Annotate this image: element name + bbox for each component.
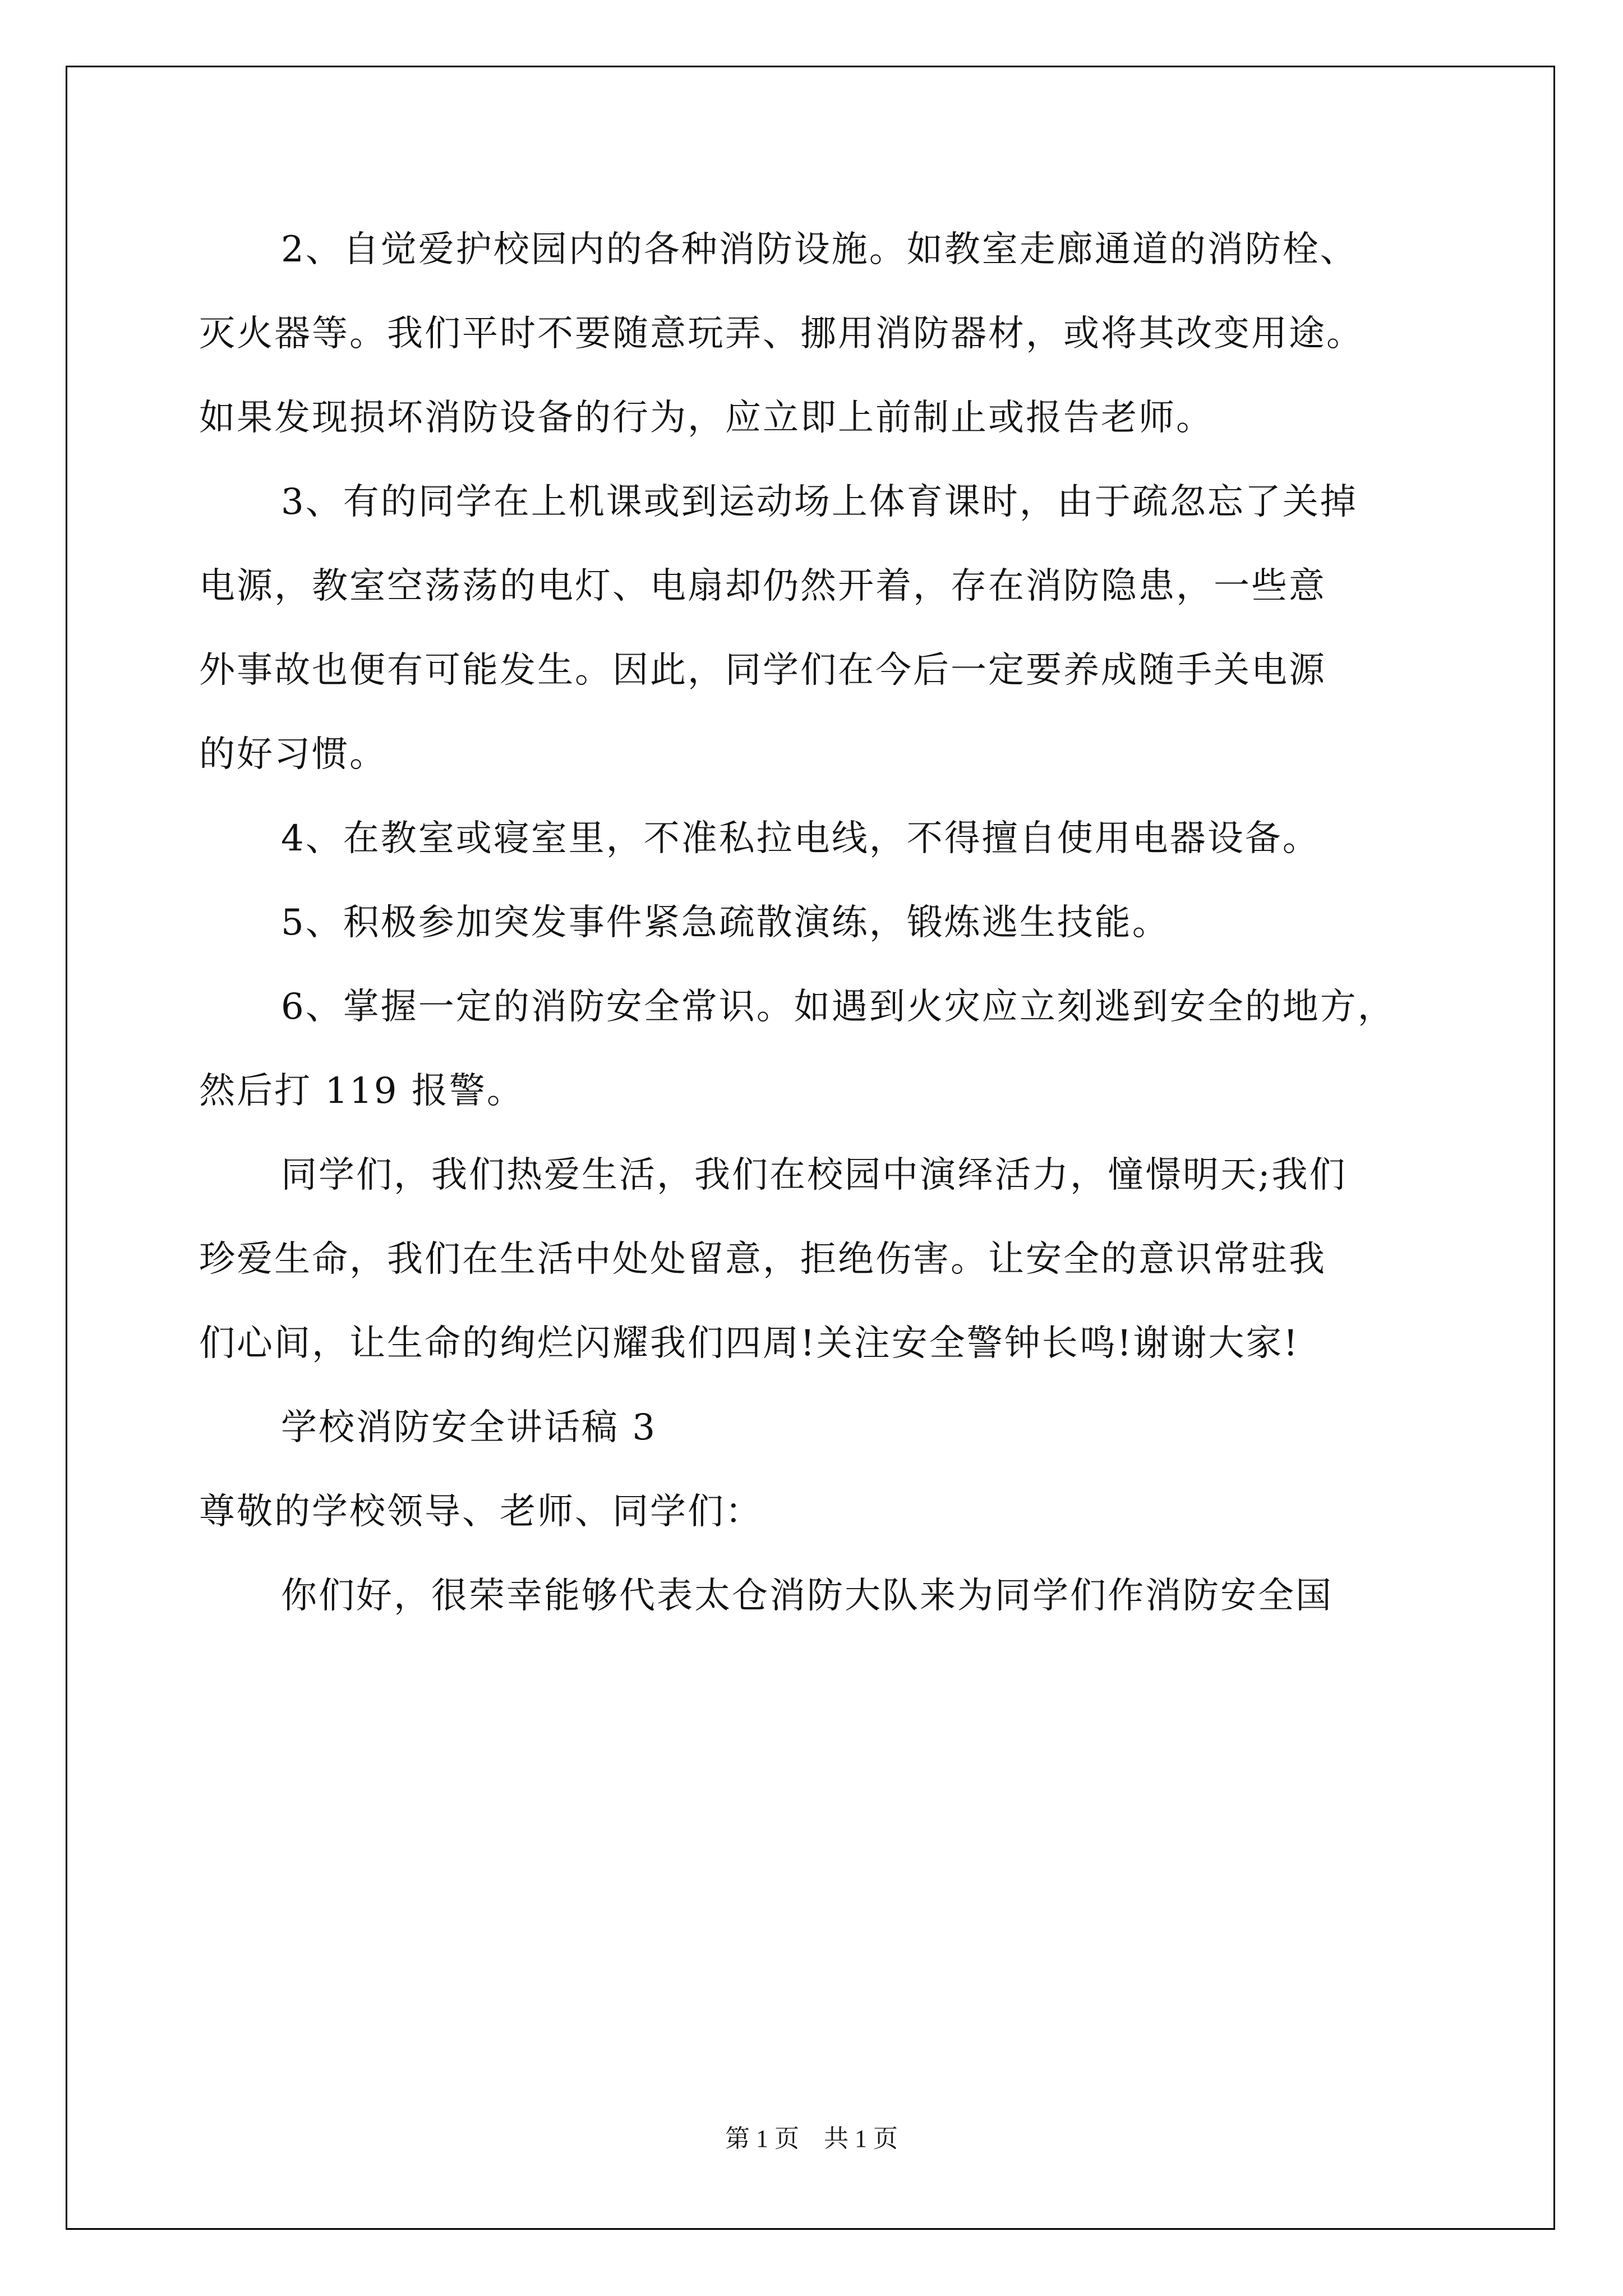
- salutation: 尊敬的学校领导、老师、同学们：: [199, 1491, 763, 1533]
- paragraph-line: 2、自觉爱护校园内的各种消防设施。如教室走廊通道的消防栓、: [281, 229, 1358, 270]
- paragraph-line: 外事故也便有可能发生。因此，同学们在今后一定要养成随手关电源: [199, 650, 1326, 691]
- paragraph-line: 6、掌握一定的消防安全常识。如遇到火灾应立刻逃到安全的地方，: [281, 986, 1395, 1028]
- page-border: [66, 66, 1555, 2230]
- paragraph-line: 4、在教室或寝室里，不准私拉电线，不得擅自使用电器设备。: [281, 818, 1320, 859]
- page-number-footer: 第 1 页 共 1 页: [725, 2125, 898, 2152]
- paragraph-line: 如果发现损坏消防设备的行为，应立即上前制止或报告老师。: [199, 397, 1214, 439]
- paragraph-line: 的好习惯。: [199, 734, 387, 775]
- section-title: 学校消防安全讲话稿 3: [281, 1407, 657, 1448]
- paragraph-line: 们心间，让生命的绚烂闪耀我们四周!关注安全警钟长鸣!谢谢大家!: [199, 1323, 1300, 1364]
- paragraph-line: 灭火器等。我们平时不要随意玩弄、挪用消防器材，或将其改变用途。: [199, 313, 1364, 355]
- paragraph-line: 珍爱生命，我们在生活中处处留意，拒绝伤害。让安全的意识常驻我: [199, 1239, 1326, 1280]
- paragraph-line: 然后打 119 报警。: [199, 1070, 524, 1112]
- paragraph-line: 你们好，很荣幸能够代表太仓消防大队来为同学们作消防安全国: [281, 1575, 1333, 1617]
- paragraph-line: 电源，教室空荡荡的电灯、电扇却仍然开着，存在消防隐患，一些意: [199, 565, 1326, 607]
- paragraph-line: 3、有的同学在上机课或到运动场上体育课时，由于疏忽忘了关掉: [281, 481, 1358, 523]
- paragraph-line: 5、积极参加突发事件紧急疏散演练，锻炼逃生技能。: [281, 902, 1170, 944]
- paragraph-line: 同学们，我们热爱生活，我们在校园中演绎活力，憧憬明天;我们: [281, 1154, 1347, 1196]
